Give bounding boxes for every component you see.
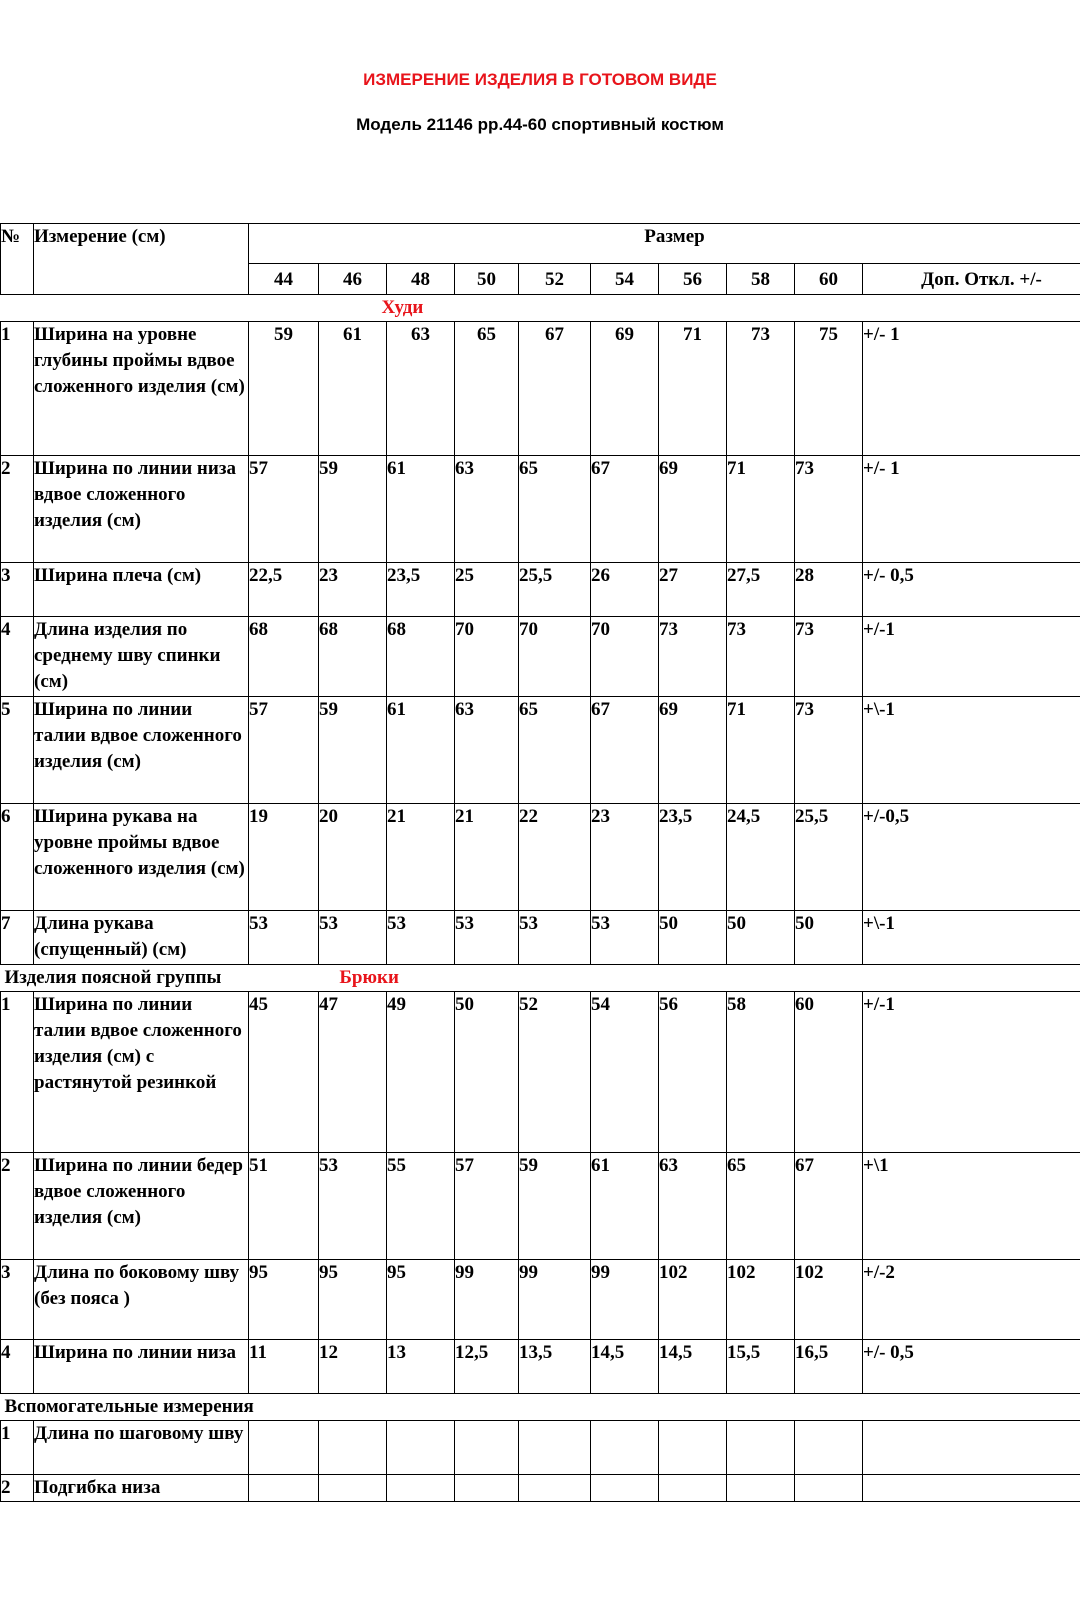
value-size-48: 95 [387, 1260, 455, 1340]
measurement-name: Ширина по линии низа [34, 1340, 249, 1394]
empty-value-cell [387, 1475, 455, 1502]
empty-value-cell [659, 1475, 727, 1502]
section-cell [1, 965, 1080, 992]
empty-value-cell [727, 1421, 795, 1475]
size-header-48: 48 [387, 264, 455, 295]
value-size-60: 25,5 [795, 804, 863, 911]
row-number: 2 [1, 456, 34, 563]
value-size-60: 50 [795, 911, 863, 965]
value-size-46: 59 [319, 456, 387, 563]
measurement-name: Ширина по линии талии вдвое сложенного изделия (см) с растянутой резинкой [34, 992, 249, 1153]
value-size-56: 73 [659, 617, 727, 697]
value-size-58: 58 [727, 992, 795, 1153]
measurement-name: Длина изделия по среднему шву спинки (см) [34, 617, 249, 697]
value-size-46: 53 [319, 911, 387, 965]
tolerance-value: +/- 0,5 [863, 1340, 1080, 1394]
table-row [1, 617, 1080, 697]
row-number: 2 [1, 1153, 34, 1260]
value-size-50: 65 [455, 322, 519, 456]
table-row [1, 322, 1080, 456]
measurement-name: Подгибка низа [34, 1475, 249, 1502]
value-size-54: 61 [591, 1153, 659, 1260]
section-hoodie: Худи [381, 297, 424, 318]
value-size-60: 60 [795, 992, 863, 1153]
tolerance-header: Доп. Откл. +/- [863, 264, 1080, 295]
size-header-58: 58 [727, 264, 795, 295]
value-size-48: 68 [387, 617, 455, 697]
value-size-60: 73 [795, 697, 863, 804]
value-size-60: 16,5 [795, 1340, 863, 1394]
table-row [1, 1153, 1080, 1260]
table-row [1, 563, 1080, 617]
value-size-58: 71 [727, 456, 795, 563]
tolerance-value: +/-1 [863, 617, 1080, 697]
value-size-46: 95 [319, 1260, 387, 1340]
empty-value-cell [455, 1421, 519, 1475]
value-size-44: 51 [249, 1153, 319, 1260]
row-number: 6 [1, 804, 34, 911]
value-size-54: 54 [591, 992, 659, 1153]
section-row [1, 1394, 1080, 1421]
value-size-54: 99 [591, 1260, 659, 1340]
value-size-52: 67 [519, 322, 591, 456]
measurement-table [0, 223, 1080, 1502]
section-row [1, 295, 1080, 322]
table-row [1, 697, 1080, 804]
measurement-name: Ширина на уровне глубины проймы вдвое сложенного изделия (см) [34, 322, 249, 456]
value-size-60: 102 [795, 1260, 863, 1340]
value-size-48: 49 [387, 992, 455, 1153]
row-number: 2 [1, 1475, 34, 1502]
value-size-48: 61 [387, 697, 455, 804]
value-size-48: 61 [387, 456, 455, 563]
empty-tolerance-cell [863, 1421, 1080, 1475]
empty-value-cell [795, 1421, 863, 1475]
value-size-48: 53 [387, 911, 455, 965]
value-size-52: 65 [519, 697, 591, 804]
value-size-48: 13 [387, 1340, 455, 1394]
empty-value-cell [795, 1475, 863, 1502]
value-size-46: 53 [319, 1153, 387, 1260]
value-size-60: 73 [795, 617, 863, 697]
value-size-56: 50 [659, 911, 727, 965]
empty-value-cell [319, 1421, 387, 1475]
size-header-54: 54 [591, 264, 659, 295]
value-size-48: 23,5 [387, 563, 455, 617]
size-header-44: 44 [249, 264, 319, 295]
value-size-56: 14,5 [659, 1340, 727, 1394]
empty-value-cell [659, 1421, 727, 1475]
value-size-54: 53 [591, 911, 659, 965]
table-row [1, 911, 1080, 965]
value-size-54: 67 [591, 697, 659, 804]
value-size-50: 12,5 [455, 1340, 519, 1394]
table-row [1, 1421, 1080, 1475]
value-size-58: 73 [727, 322, 795, 456]
row-number: 1 [1, 1421, 34, 1475]
value-size-54: 67 [591, 456, 659, 563]
value-size-52: 99 [519, 1260, 591, 1340]
value-size-48: 55 [387, 1153, 455, 1260]
row-number: 3 [1, 1260, 34, 1340]
value-size-44: 68 [249, 617, 319, 697]
measurement-name: Ширина по линии низа вдвое сложенного изделия (см) [34, 456, 249, 563]
value-size-52: 25,5 [519, 563, 591, 617]
value-size-44: 53 [249, 911, 319, 965]
value-size-58: 102 [727, 1260, 795, 1340]
value-size-56: 69 [659, 697, 727, 804]
empty-value-cell [591, 1421, 659, 1475]
section-auxiliary: Вспомогательные измерения [4, 1396, 254, 1417]
value-size-44: 22,5 [249, 563, 319, 617]
value-size-46: 61 [319, 322, 387, 456]
value-size-58: 50 [727, 911, 795, 965]
empty-value-cell [519, 1475, 591, 1502]
size-header-52: 52 [519, 264, 591, 295]
value-size-52: 53 [519, 911, 591, 965]
value-size-60: 67 [795, 1153, 863, 1260]
value-size-60: 73 [795, 456, 863, 563]
value-size-58: 65 [727, 1153, 795, 1260]
tolerance-value: +/-0,5 [863, 804, 1080, 911]
value-size-44: 59 [249, 322, 319, 456]
row-number: 3 [1, 563, 34, 617]
value-size-50: 53 [455, 911, 519, 965]
value-size-50: 57 [455, 1153, 519, 1260]
value-size-56: 69 [659, 456, 727, 563]
value-size-56: 102 [659, 1260, 727, 1340]
value-size-54: 70 [591, 617, 659, 697]
value-size-60: 75 [795, 322, 863, 456]
value-size-44: 57 [249, 456, 319, 563]
document-subtitle: Модель 21146 рр.44-60 спортивный костюм [356, 115, 724, 134]
value-size-46: 68 [319, 617, 387, 697]
measurement-name: Ширина по линии талии вдвое сложенного изделия (см) [34, 697, 249, 804]
row-number: 5 [1, 697, 34, 804]
value-size-52: 13,5 [519, 1340, 591, 1394]
value-size-50: 63 [455, 697, 519, 804]
header-size: Размер [249, 224, 1080, 264]
section-cell [1, 1394, 1080, 1421]
header-number: № [1, 224, 34, 295]
value-size-50: 99 [455, 1260, 519, 1340]
value-size-44: 57 [249, 697, 319, 804]
row-number: 4 [1, 617, 34, 697]
tolerance-value: +/- 1 [863, 322, 1080, 456]
value-size-58: 15,5 [727, 1340, 795, 1394]
tolerance-value: +\-1 [863, 911, 1080, 965]
section-row [1, 965, 1080, 992]
row-number: 4 [1, 1340, 34, 1394]
empty-value-cell [455, 1475, 519, 1502]
measurement-name: Ширина плеча (см) [34, 563, 249, 617]
value-size-52: 65 [519, 456, 591, 563]
value-size-54: 23 [591, 804, 659, 911]
value-size-56: 27 [659, 563, 727, 617]
table-row [1, 1340, 1080, 1394]
measurement-name: Длина по шаговому шву [34, 1421, 249, 1475]
value-size-52: 59 [519, 1153, 591, 1260]
table-row [1, 1475, 1080, 1502]
value-size-52: 52 [519, 992, 591, 1153]
measurement-name: Длина по боковому шву (без пояса ) [34, 1260, 249, 1340]
value-size-56: 63 [659, 1153, 727, 1260]
tolerance-value: +\-1 [863, 697, 1080, 804]
value-size-50: 50 [455, 992, 519, 1153]
size-header-46: 46 [319, 264, 387, 295]
value-size-46: 47 [319, 992, 387, 1153]
empty-value-cell [591, 1475, 659, 1502]
document-title: ИЗМЕРЕНИЕ ИЗДЕЛИЯ В ГОТОВОМ ВИДЕ [363, 70, 717, 89]
value-size-44: 19 [249, 804, 319, 911]
table-row [1, 456, 1080, 563]
empty-value-cell [249, 1475, 319, 1502]
value-size-46: 23 [319, 563, 387, 617]
measurement-name: Ширина по линии бедер вдвое сложенного изделия (см) [34, 1153, 249, 1260]
size-header-56: 56 [659, 264, 727, 295]
table-row [1, 804, 1080, 911]
empty-tolerance-cell [863, 1475, 1080, 1502]
section-waist-group: Изделия поясной группы [4, 967, 222, 988]
value-size-58: 73 [727, 617, 795, 697]
value-size-44: 45 [249, 992, 319, 1153]
row-number: 1 [1, 992, 34, 1153]
value-size-50: 63 [455, 456, 519, 563]
empty-value-cell [319, 1475, 387, 1502]
value-size-56: 71 [659, 322, 727, 456]
size-header-50: 50 [455, 264, 519, 295]
value-size-48: 63 [387, 322, 455, 456]
table-row [1, 992, 1080, 1153]
table-row [1, 1260, 1080, 1340]
empty-value-cell [727, 1475, 795, 1502]
value-size-50: 21 [455, 804, 519, 911]
empty-value-cell [249, 1421, 319, 1475]
size-header-60: 60 [795, 264, 863, 295]
value-size-50: 25 [455, 563, 519, 617]
value-size-44: 95 [249, 1260, 319, 1340]
value-size-58: 71 [727, 697, 795, 804]
header-measurement: Измерение (см) [34, 224, 249, 295]
value-size-46: 12 [319, 1340, 387, 1394]
tolerance-value: +/-2 [863, 1260, 1080, 1340]
value-size-52: 70 [519, 617, 591, 697]
value-size-58: 27,5 [727, 563, 795, 617]
value-size-56: 23,5 [659, 804, 727, 911]
value-size-58: 24,5 [727, 804, 795, 911]
value-size-54: 14,5 [591, 1340, 659, 1394]
tolerance-value: +/- 0,5 [863, 563, 1080, 617]
value-size-46: 59 [319, 697, 387, 804]
value-size-54: 26 [591, 563, 659, 617]
value-size-52: 22 [519, 804, 591, 911]
row-number: 1 [1, 322, 34, 456]
tolerance-value: +/-1 [863, 992, 1080, 1153]
value-size-54: 69 [591, 322, 659, 456]
empty-value-cell [519, 1421, 591, 1475]
measurement-name: Длина рукава (спущенный) (см) [34, 911, 249, 965]
tolerance-value: +/- 1 [863, 456, 1080, 563]
section-pants: Брюки [339, 967, 399, 988]
tolerance-value: +\1 [863, 1153, 1080, 1260]
section-cell [1, 295, 1080, 322]
value-size-60: 28 [795, 563, 863, 617]
value-size-50: 70 [455, 617, 519, 697]
value-size-56: 56 [659, 992, 727, 1153]
value-size-44: 11 [249, 1340, 319, 1394]
value-size-46: 20 [319, 804, 387, 911]
measurement-name: Ширина рукава на уровне проймы вдвое сложенного изделия (см) [34, 804, 249, 911]
empty-value-cell [387, 1421, 455, 1475]
row-number: 7 [1, 911, 34, 965]
value-size-48: 21 [387, 804, 455, 911]
